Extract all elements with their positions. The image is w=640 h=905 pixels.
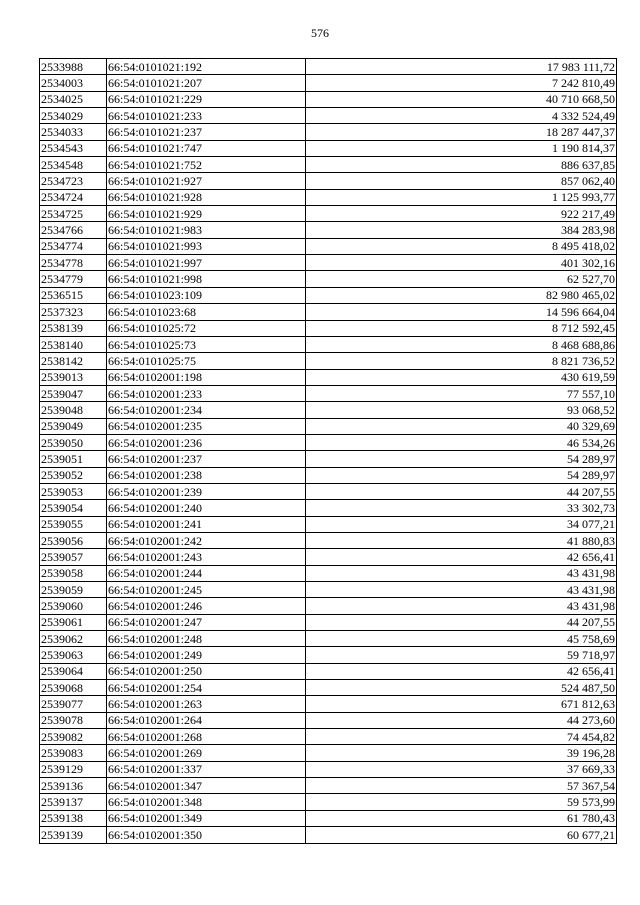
cadastral-number-cell: 66:54:0101021:233 xyxy=(107,108,306,124)
cadastral-number-cell: 66:54:0102001:254 xyxy=(107,680,306,696)
value-cell: 61 780,43 xyxy=(306,810,617,826)
cadastral-number-cell: 66:54:0101021:983 xyxy=(107,222,306,238)
record-id-cell: 2539053 xyxy=(40,483,107,499)
cadastral-number-cell: 66:54:0102001:242 xyxy=(107,532,306,548)
cadastral-number-cell: 66:54:0102001:245 xyxy=(107,582,306,598)
cadastral-number-cell: 66:54:0102001:241 xyxy=(107,516,306,532)
table-row xyxy=(40,516,617,532)
record-id-cell: 2537323 xyxy=(40,304,107,320)
registry-table-body xyxy=(40,59,617,844)
record-id-cell: 2534774 xyxy=(40,238,107,254)
cadastral-number-cell: 66:54:0101021:237 xyxy=(107,124,306,140)
record-id-cell: 2539139 xyxy=(40,827,107,843)
record-id-cell: 2539078 xyxy=(40,712,107,728)
table-row xyxy=(40,614,617,630)
table-row xyxy=(40,271,617,287)
record-id-cell: 2539082 xyxy=(40,729,107,745)
cadastral-number-cell: 66:54:0102001:244 xyxy=(107,565,306,581)
table-row xyxy=(40,729,617,745)
table-row xyxy=(40,173,617,189)
value-cell: 886 637,85 xyxy=(306,157,617,173)
value-cell: 45 758,69 xyxy=(306,631,617,647)
record-id-cell: 2534543 xyxy=(40,140,107,156)
table-row xyxy=(40,353,617,369)
cadastral-number-cell: 66:54:0102001:233 xyxy=(107,385,306,401)
cadastral-number-cell: 66:54:0102001:337 xyxy=(107,761,306,777)
table-row xyxy=(40,745,617,761)
cadastral-number-cell: 66:54:0101021:752 xyxy=(107,157,306,173)
table-row xyxy=(40,157,617,173)
record-id-cell: 2534778 xyxy=(40,255,107,271)
record-id-cell: 2539013 xyxy=(40,369,107,385)
value-cell: 8 712 592,45 xyxy=(306,320,617,336)
cadastral-number-cell: 66:54:0102001:237 xyxy=(107,451,306,467)
record-id-cell: 2539138 xyxy=(40,810,107,826)
value-cell: 54 289,97 xyxy=(306,467,617,483)
table-row xyxy=(40,778,617,794)
record-id-cell: 2538139 xyxy=(40,320,107,336)
table-row xyxy=(40,467,617,483)
cadastral-number-cell: 66:54:0102001:350 xyxy=(107,827,306,843)
record-id-cell: 2539049 xyxy=(40,418,107,434)
cadastral-number-cell: 66:54:0101021:747 xyxy=(107,140,306,156)
page-number: 576 xyxy=(311,26,329,40)
record-id-cell: 2538140 xyxy=(40,336,107,352)
value-cell: 17 983 111,72 xyxy=(306,59,617,75)
record-id-cell: 2539136 xyxy=(40,778,107,794)
record-id-cell: 2534029 xyxy=(40,108,107,124)
record-id-cell: 2539054 xyxy=(40,500,107,516)
value-cell: 44 207,55 xyxy=(306,614,617,630)
cadastral-number-cell: 66:54:0101021:927 xyxy=(107,173,306,189)
cadastral-number-cell: 66:54:0102001:349 xyxy=(107,810,306,826)
record-id-cell: 2533988 xyxy=(40,59,107,75)
record-id-cell: 2534723 xyxy=(40,173,107,189)
cadastral-number-cell: 66:54:0102001:247 xyxy=(107,614,306,630)
table-row xyxy=(40,222,617,238)
record-id-cell: 2534766 xyxy=(40,222,107,238)
table-row xyxy=(40,827,617,843)
record-id-cell: 2539052 xyxy=(40,467,107,483)
value-cell: 62 527,70 xyxy=(306,271,617,287)
table-row xyxy=(40,206,617,222)
table-row xyxy=(40,189,617,205)
table-row xyxy=(40,647,617,663)
table-row xyxy=(40,712,617,728)
record-id-cell: 2539055 xyxy=(40,516,107,532)
record-id-cell: 2539129 xyxy=(40,761,107,777)
record-id-cell: 2539083 xyxy=(40,745,107,761)
cadastral-number-cell: 66:54:0102001:240 xyxy=(107,500,306,516)
table-row xyxy=(40,91,617,107)
cadastral-number-cell: 66:54:0101023:109 xyxy=(107,287,306,303)
table-row xyxy=(40,59,617,75)
cadastral-number-cell: 66:54:0102001:238 xyxy=(107,467,306,483)
record-id-cell: 2539050 xyxy=(40,434,107,450)
value-cell: 44 273,60 xyxy=(306,712,617,728)
table-row xyxy=(40,582,617,598)
cadastral-number-cell: 66:54:0102001:248 xyxy=(107,631,306,647)
record-id-cell: 2534003 xyxy=(40,75,107,91)
table-row xyxy=(40,385,617,401)
table-row xyxy=(40,369,617,385)
registry-table xyxy=(39,58,617,844)
table-row xyxy=(40,680,617,696)
table-row xyxy=(40,124,617,140)
table-row xyxy=(40,451,617,467)
cadastral-number-cell: 66:54:0101021:993 xyxy=(107,238,306,254)
table-row xyxy=(40,500,617,516)
value-cell: 34 077,21 xyxy=(306,516,617,532)
value-cell: 8 821 736,52 xyxy=(306,353,617,369)
cadastral-number-cell: 66:54:0101021:929 xyxy=(107,206,306,222)
value-cell: 857 062,40 xyxy=(306,173,617,189)
table-row xyxy=(40,794,617,810)
value-cell: 41 880,83 xyxy=(306,532,617,548)
cadastral-number-cell: 66:54:0101025:72 xyxy=(107,320,306,336)
value-cell: 57 367,54 xyxy=(306,778,617,794)
table-row xyxy=(40,418,617,434)
cadastral-number-cell: 66:54:0102001:268 xyxy=(107,729,306,745)
record-id-cell: 2539058 xyxy=(40,565,107,581)
record-id-cell: 2539063 xyxy=(40,647,107,663)
table-row xyxy=(40,402,617,418)
value-cell: 43 431,98 xyxy=(306,598,617,614)
record-id-cell: 2534779 xyxy=(40,271,107,287)
value-cell: 54 289,97 xyxy=(306,451,617,467)
record-id-cell: 2539059 xyxy=(40,582,107,598)
table-row xyxy=(40,304,617,320)
table-row xyxy=(40,663,617,679)
cadastral-number-cell: 66:54:0102001:243 xyxy=(107,549,306,565)
cadastral-number-cell: 66:54:0102001:249 xyxy=(107,647,306,663)
value-cell: 671 812,63 xyxy=(306,696,617,712)
record-id-cell: 2539064 xyxy=(40,663,107,679)
value-cell: 524 487,50 xyxy=(306,680,617,696)
value-cell: 430 619,59 xyxy=(306,369,617,385)
record-id-cell: 2538142 xyxy=(40,353,107,369)
cadastral-number-cell: 66:54:0101021:192 xyxy=(107,59,306,75)
value-cell: 43 431,98 xyxy=(306,582,617,598)
table-row xyxy=(40,108,617,124)
record-id-cell: 2539068 xyxy=(40,680,107,696)
value-cell: 59 573,99 xyxy=(306,794,617,810)
table-row xyxy=(40,336,617,352)
table-row xyxy=(40,761,617,777)
value-cell: 922 217,49 xyxy=(306,206,617,222)
record-id-cell: 2539077 xyxy=(40,696,107,712)
cadastral-number-cell: 66:54:0102001:235 xyxy=(107,418,306,434)
cadastral-number-cell: 66:54:0102001:263 xyxy=(107,696,306,712)
table-row xyxy=(40,696,617,712)
record-id-cell: 2539060 xyxy=(40,598,107,614)
value-cell: 8 468 688,86 xyxy=(306,336,617,352)
value-cell: 7 242 810,49 xyxy=(306,75,617,91)
record-id-cell: 2539051 xyxy=(40,451,107,467)
table-row xyxy=(40,483,617,499)
value-cell: 40 710 668,50 xyxy=(306,91,617,107)
value-cell: 37 669,33 xyxy=(306,761,617,777)
cadastral-number-cell: 66:54:0101021:997 xyxy=(107,255,306,271)
table-row xyxy=(40,549,617,565)
value-cell: 93 068,52 xyxy=(306,402,617,418)
table-row xyxy=(40,75,617,91)
cadastral-number-cell: 66:54:0102001:264 xyxy=(107,712,306,728)
value-cell: 77 557,10 xyxy=(306,385,617,401)
value-cell: 43 431,98 xyxy=(306,565,617,581)
value-cell: 4 332 524,49 xyxy=(306,108,617,124)
value-cell: 1 125 993,77 xyxy=(306,189,617,205)
value-cell: 44 207,55 xyxy=(306,483,617,499)
table-row xyxy=(40,140,617,156)
record-id-cell: 2534548 xyxy=(40,157,107,173)
cadastral-number-cell: 66:54:0101021:998 xyxy=(107,271,306,287)
record-id-cell: 2539137 xyxy=(40,794,107,810)
table-row xyxy=(40,238,617,254)
cadastral-number-cell: 66:54:0101025:75 xyxy=(107,353,306,369)
value-cell: 33 302,73 xyxy=(306,500,617,516)
cadastral-number-cell: 66:54:0102001:234 xyxy=(107,402,306,418)
value-cell: 384 283,98 xyxy=(306,222,617,238)
cadastral-number-cell: 66:54:0102001:246 xyxy=(107,598,306,614)
value-cell: 60 677,21 xyxy=(306,827,617,843)
record-id-cell: 2534025 xyxy=(40,91,107,107)
value-cell: 46 534,26 xyxy=(306,434,617,450)
value-cell: 74 454,82 xyxy=(306,729,617,745)
value-cell: 59 718,97 xyxy=(306,647,617,663)
cadastral-number-cell: 66:54:0101021:207 xyxy=(107,75,306,91)
record-id-cell: 2539047 xyxy=(40,385,107,401)
record-id-cell: 2539056 xyxy=(40,532,107,548)
table-row xyxy=(40,434,617,450)
value-cell: 1 190 814,37 xyxy=(306,140,617,156)
cadastral-number-cell: 66:54:0101021:928 xyxy=(107,189,306,205)
table-row xyxy=(40,598,617,614)
cadastral-number-cell: 66:54:0101025:73 xyxy=(107,336,306,352)
value-cell: 401 302,16 xyxy=(306,255,617,271)
record-id-cell: 2539061 xyxy=(40,614,107,630)
cadastral-number-cell: 66:54:0102001:348 xyxy=(107,794,306,810)
table-row xyxy=(40,255,617,271)
record-id-cell: 2539057 xyxy=(40,549,107,565)
cadastral-number-cell: 66:54:0102001:198 xyxy=(107,369,306,385)
record-id-cell: 2534724 xyxy=(40,189,107,205)
value-cell: 42 656,41 xyxy=(306,663,617,679)
table-row xyxy=(40,287,617,303)
record-id-cell: 2534033 xyxy=(40,124,107,140)
table-row xyxy=(40,532,617,548)
record-id-cell: 2539048 xyxy=(40,402,107,418)
value-cell: 18 287 447,37 xyxy=(306,124,617,140)
value-cell: 82 980 465,02 xyxy=(306,287,617,303)
cadastral-number-cell: 66:54:0102001:250 xyxy=(107,663,306,679)
cadastral-number-cell: 66:54:0102001:236 xyxy=(107,434,306,450)
value-cell: 14 596 664,04 xyxy=(306,304,617,320)
value-cell: 40 329,69 xyxy=(306,418,617,434)
record-id-cell: 2539062 xyxy=(40,631,107,647)
record-id-cell: 2536515 xyxy=(40,287,107,303)
table-row xyxy=(40,631,617,647)
cadastral-number-cell: 66:54:0102001:347 xyxy=(107,778,306,794)
cadastral-number-cell: 66:54:0102001:269 xyxy=(107,745,306,761)
table-row xyxy=(40,565,617,581)
record-id-cell: 2534725 xyxy=(40,206,107,222)
table-row xyxy=(40,810,617,826)
value-cell: 8 495 418,02 xyxy=(306,238,617,254)
table-row xyxy=(40,320,617,336)
cadastral-number-cell: 66:54:0101021:229 xyxy=(107,91,306,107)
cadastral-number-cell: 66:54:0102001:239 xyxy=(107,483,306,499)
value-cell: 39 196,28 xyxy=(306,745,617,761)
cadastral-number-cell: 66:54:0101023:68 xyxy=(107,304,306,320)
value-cell: 42 656,41 xyxy=(306,549,617,565)
